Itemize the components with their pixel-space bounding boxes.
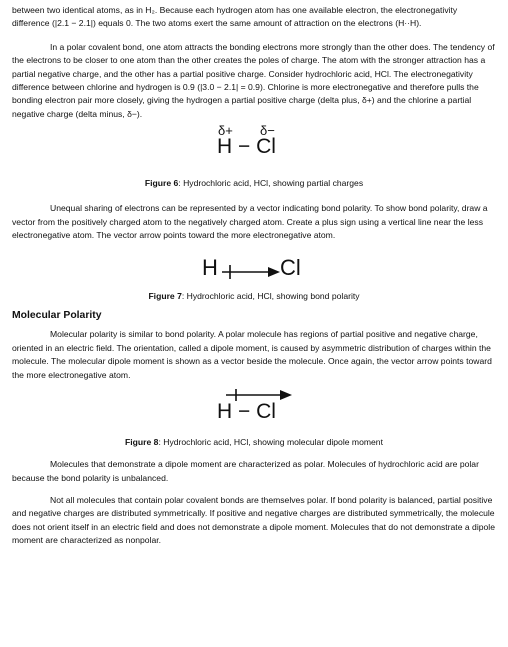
figure-7-caption <box>12 290 496 303</box>
spacer <box>12 485 496 494</box>
spacer <box>12 449 496 458</box>
figure-8-caption <box>12 436 496 449</box>
hcl-formula: H − Cl <box>217 135 276 159</box>
spacer <box>12 31 496 41</box>
spacer <box>12 190 496 202</box>
delta-plus-label: δ+ <box>218 123 233 139</box>
figure-8-caption-label: Figure 8 <box>125 437 159 448</box>
figure-8-caption-text: : Hydrochloric acid, HCl, showing molecular dipole moment <box>158 437 383 448</box>
section-heading-molecular-polarity: Molecular Polarity <box>12 310 102 322</box>
figure-6-caption-text: : Hydrochloric acid, HCl, showing partial charges <box>178 178 364 189</box>
figure-8-dipole-moment <box>12 382 496 436</box>
document-page <box>12 4 496 548</box>
paragraph-polar-covalent-bond: In a polar covalent bond, one atom attracts the bonding electrons more strongly than the other does. The tendency of the electrons to be closer to one atom than the other creates the poles of charge. The atom with the stronger attraction has a partial negative charge, and the other has a partial positive charge. Consider hydrochloric acid, HCl. The electronegativity difference between chlorine and hydrogen is 0.9 (|3.0 − 2.1| = 0.9). Chlorine is more electronegative and therefore pulls the bonding electron pair more closely, giving the hydrogen a partial positive charge (delta plus, δ+) and the chlorine a partial negative charge (delta minus, δ−). <box>12 41 495 119</box>
paragraph-nonpolar-intro: between two identical atoms, as in H₂. Because each hydrogen atom has one available electron, the electronegativity difference (|2.1 − 2.1|) equals 0. The two atoms exert the same amount of attraction on the electrons (H··H). <box>12 5 458 29</box>
bond-polarity-arrow-icon <box>220 262 284 282</box>
figure-6-caption-label: Figure 6 <box>144 178 179 189</box>
figure-7-caption-label: Figure 7 <box>148 291 182 302</box>
figure-6-caption <box>12 177 496 190</box>
hcl-formula: H − Cl <box>217 400 276 424</box>
paragraph-polar-molecules: Molecules that demonstrate a dipole moment are characterized as polar. Molecules of hydrochloric acid are polar because the bond polarity is unbalanced. <box>12 459 479 483</box>
hydrogen-atom-label: H <box>202 255 218 281</box>
figure-7-caption-text: : Hydrochloric acid, HCl, showing bond polarity <box>181 291 360 302</box>
figure-7-bond-polarity <box>12 242 496 290</box>
paragraph-nonpolar-molecules: Not all molecules that contain polar covalent bonds are themselves polar. If bond polarity is balanced, partial positive and negative charges are distributed symmetrically. If positive and negative charges are distributed symmetrically, the molecule does not orient itself in an electric field and does not demonstrate a dipole moment. Molecules that do not demonstrate a dipole moment are characterized as nonpolar. <box>12 494 495 546</box>
delta-minus-label: δ− <box>260 123 275 139</box>
figure-6-partial-charges <box>12 121 496 177</box>
chlorine-atom-label: Cl <box>280 255 301 281</box>
paragraph-molecular-polarity: Molecular polarity is similar to bond polarity. A polar molecule has regions of partial positive and negative charge, oriented in an electric field. The orientation, called a dipole moment, is caused by asymmetric distribution of charges within the molecule. The molecular dipole moment is shown as a vector beside the molecule. Once again, the vector arrow points toward the more electronegative atom. <box>12 329 492 380</box>
paragraph-bond-polarity-vector: Unequal sharing of electrons can be represented by a vector indicating bond polarity. To show bond polarity, draw a vector from the positively charged atom to the negatively charged atom. Create a plus sign using a vertical line near the less electronegative atom. The vector arrow points toward the more electronegative atom. <box>12 203 488 241</box>
